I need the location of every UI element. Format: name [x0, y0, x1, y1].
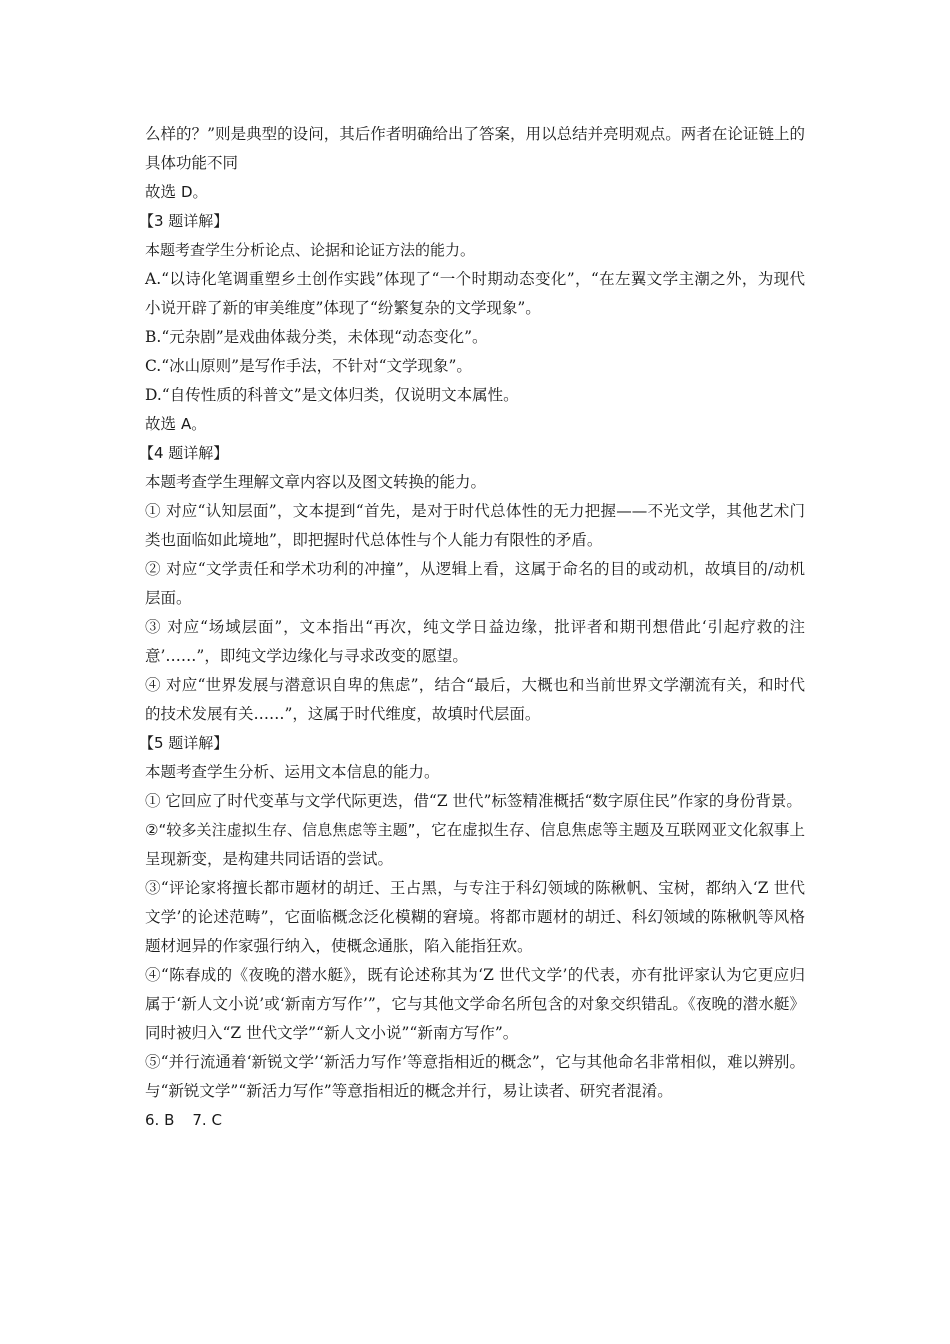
q4-item-3: ③ 对应“场域层面”，文本指出“再次，纯文学日益边缘，批评者和期刊想借此‘引起疗救的注意’……”，即纯文学边缘化与寻求改变的愿望。 [145, 618, 805, 665]
q2-answer-line [145, 178, 805, 207]
q5-heading: 【5 题详解】 [139, 734, 229, 752]
q4-item-4: ④ 对应“世界发展与潜意识自卑的焦虑”，结合“最后，大概也和当前世界文学潮流有关，和时代的技术发展有关……”，这属于时代维度，故填时代层面。 [145, 676, 805, 723]
q5-item-2-text: ，它在虚拟生存、信息焦虑等主题及互联网亚文化叙事上呈现新变，是构建共同话语的尝试。 [145, 821, 805, 868]
q2-tail-paragraph: 么样的？”则是典型的设问，其后作者明确给出了答案，用以总结并亮明观点。两者在论证链上的具体功能不同 [145, 125, 805, 172]
q3-option-b: B.“元杂剧”是戏曲体裁分类，未体现“动态变化”。 [145, 328, 488, 346]
answer-q6: 6. B [145, 1111, 175, 1129]
q3-intro: 本题考查学生分析论点、论据和论证方法的能力。 [145, 241, 476, 259]
document-page [139, 120, 805, 1135]
answer-prefix: 故选 [145, 415, 181, 433]
q5-item-4: ④“陈春成的《夜晚的潜水艇》，既有论述称其为‘Z 世代文学’的代表，亦有批评家认为它更应归属于‘新人文小说’或‘新南方写作’”，它与其他文学命名所包含的对象交织错乱。《夜晚的潜水艇》同时被归入“Z 世代文学”“新人文小说”“新南方写作”。 [145, 966, 805, 1042]
q3-option-d: D.“自传性质的科普文”是文体归类，仅说明文本属性。 [145, 386, 519, 404]
q3-option-c: C.“冰山原则”是写作手法，不针对“文学现象”。 [145, 357, 472, 375]
answer-value: D。 [180, 183, 208, 201]
q5-item-2 [145, 816, 805, 874]
q5-item-2-emphasis: ②“较多关注虚拟生存、信息焦虑等主题” [145, 821, 416, 839]
q4-intro: 本题考查学生理解文章内容以及图文转换的能力。 [145, 473, 487, 491]
q4-item-1: ① 对应“认知层面”，文本提到“首先，是对于时代总体性的无力把握——不光文学，其他艺术门类也面临如此境地”，即把握时代总体性与个人能力有限性的矛盾。 [145, 502, 805, 549]
answer-prefix: 故选 [145, 183, 181, 201]
answer-value: A。 [180, 415, 207, 433]
answers-line [145, 1106, 805, 1135]
answer-q7: 7. C [192, 1111, 222, 1129]
q5-intro: 本题考查学生分析、运用文本信息的能力。 [145, 763, 440, 781]
q4-heading: 【4 题详解】 [139, 444, 229, 462]
q3-answer-line [145, 410, 805, 439]
q5-item-1: ① 它回应了时代变革与文学代际更迭，借“Z 世代”标签精准概括“数字原住民”作家的身份背景。 [145, 792, 802, 810]
q5-item-5: ⑤“并行流通着‘新锐文学’‘新活力写作’等意指相近的概念”，它与其他命名非常相似，难以辨别。与“新锐文学”“新活力写作”等意指相近的概念并行，易让读者、研究者混淆。 [145, 1053, 805, 1100]
q3-option-a: A.“以诗化笔调重塑乡土创作实践”体现了“一个时期动态变化”，“在左翼文学主潮之外，为现代小说开辟了新的审美维度”体现了“纷繁复杂的文学现象”。 [145, 270, 805, 317]
q4-item-2: ② 对应“文学责任和学术功利的冲撞”，从逻辑上看，这属于命名的目的或动机，故填目的/动机层面。 [145, 560, 805, 607]
q5-item-3: ③“评论家将擅长都市题材的胡迁、王占黑，与专注于科幻领域的陈楸帆、宝树，都纳入‘Z 世代文学’的论述范畴”，它面临概念泛化模糊的窘境。将都市题材的胡迁、科幻领域的陈楸帆等风格题材迥异的作家强行纳入，使概念通胀，陷入能指狂欢。 [145, 879, 805, 955]
q3-heading: 【3 题详解】 [139, 212, 229, 230]
